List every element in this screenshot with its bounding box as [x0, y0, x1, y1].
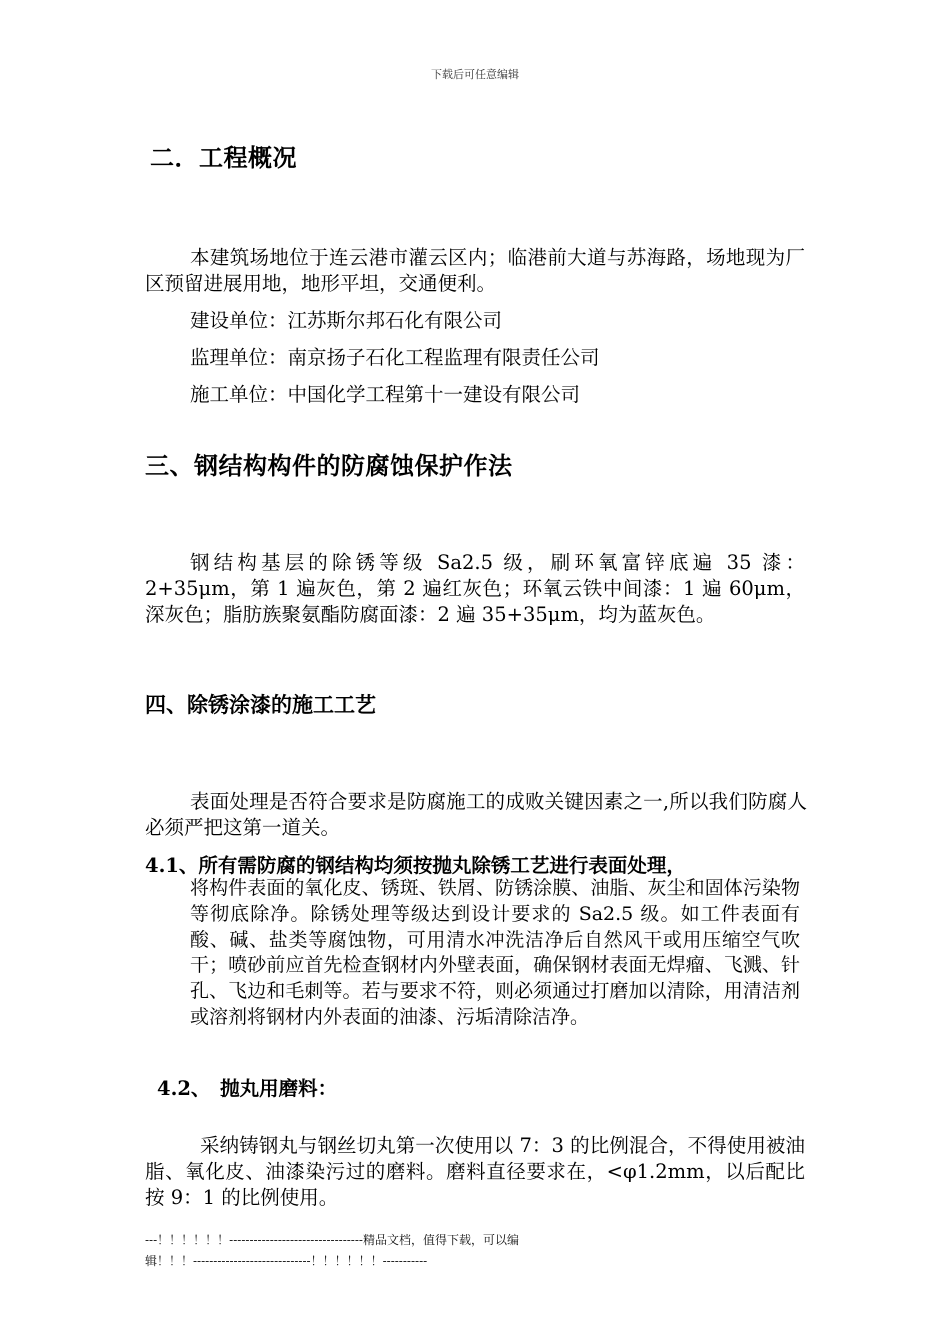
section-4-heading: 四、除锈涂漆的施工工艺 [145, 693, 376, 717]
section-3-body: 钢结构基层的除锈等级 Sa2.5 级，刷环氧富锌底遍 35 漆：2+35μm，第 1 遍灰色，第 2 遍红灰色；环氧云铁中间漆：1 遍 60μm，深灰色；脂肪族聚氨酯防腐面漆：2 遍 35+35μm，均为蓝灰色。 [145, 551, 805, 626]
section-2-heading: 二．工程概况 [150, 144, 297, 172]
constructor-line: 施工单位：中国化学工程第十一建设有限公司 [190, 383, 581, 406]
builder-line: 建设单位：江苏斯尔邦石化有限公司 [190, 309, 503, 332]
item-4-1-title: 4.1、所有需防腐的钢结构均须按抛丸除锈工艺进行表面处理， [145, 854, 686, 877]
section-4-intro: 表面处理是否符合要求是防腐施工的成败关键因素之一,所以我们防腐人必须严把这第一道关。 [145, 790, 807, 839]
item-4-2-title: 4.2、 抛丸用磨料： [157, 1077, 338, 1100]
item-4-1-body: 将构件表面的氧化皮、锈斑、铁屑、防锈涂膜、油脂、灰尘和固体污染物等彻底除净。除锈处理等级达到设计要求的 Sa2.5 级。如工件表面有酸、碱、盐类等腐蚀物，可用清水冲洗洁净后自然风干或用压缩空气吹干；喷砂前应首先检查钢材内外壁表面，确保钢材表面无焊瘤、飞溅、针孔、飞边和毛刺等。若与要求不符，则必须通过打磨加以清除，用清洁剂或溶剂将钢材内外表面的油漆、污垢清除洁净。 [190, 877, 800, 1028]
page-header-note: 下载后可任意编辑 [431, 68, 519, 81]
supervisor-line: 监理单位：南京扬子石化工程监理有限责任公司 [190, 346, 600, 369]
footer-note [145, 1230, 615, 1272]
footer-line-1: ---！！！！！！---------------------------------精品文档，值得下载，可以编 [145, 1233, 519, 1247]
section-3-heading: 三、钢结构构件的防腐蚀保护作法 [145, 452, 513, 480]
section-2-intro: 本建筑场地位于连云港市灌云区内；临港前大道与苏海路，场地现为厂区预留进展用地，地形平坦，交通便利。 [145, 246, 805, 295]
item-4-2-body: 采纳铸钢丸与钢丝切丸第一次使用以 7：3 的比例混合，不得使用被油脂、氧化皮、油漆染污过的磨料。磨料直径要求在，<φ1.2mm，以后配比按 9：1 的比例使用。 [145, 1134, 805, 1209]
footer-line-2: 辑！！！-----------------------------！！！！！！----------- [145, 1254, 428, 1268]
